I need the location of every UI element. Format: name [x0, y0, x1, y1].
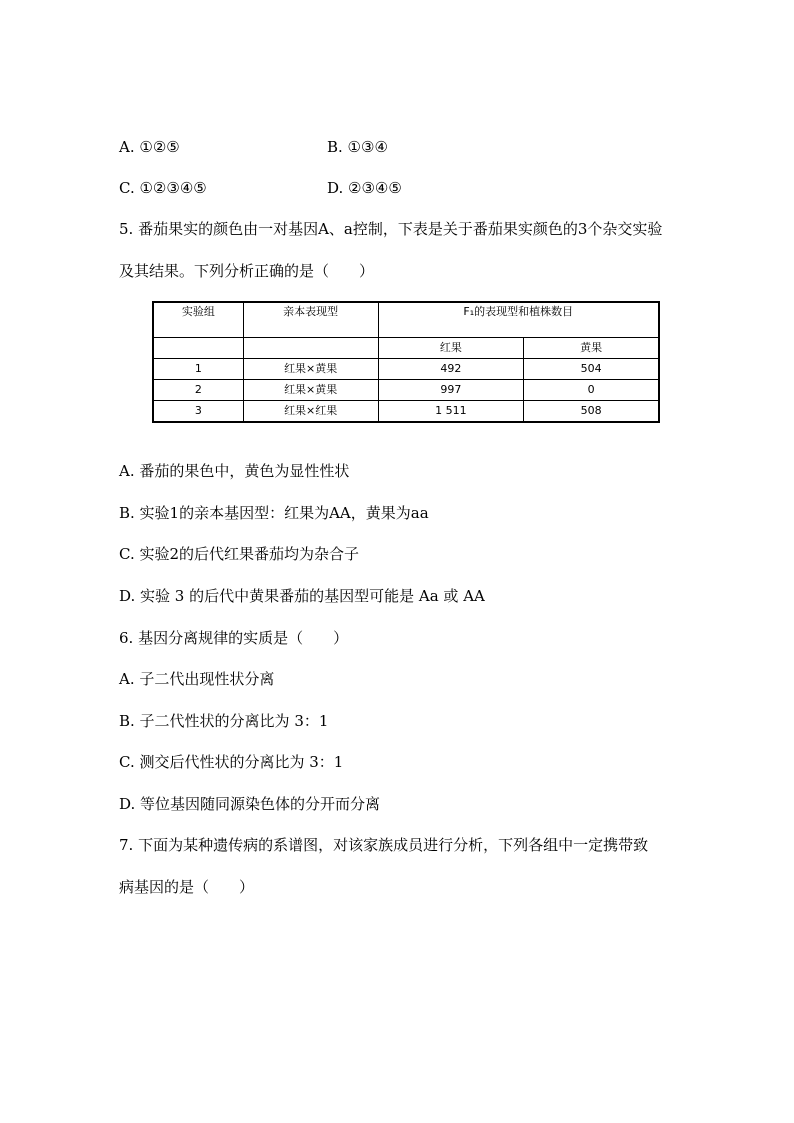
table-subheader-row [153, 338, 659, 359]
header-empty [153, 338, 243, 359]
cell-red: 1 511 [378, 401, 524, 423]
q6-stem: 6. 基因分离规律的实质是（ ） [119, 629, 349, 647]
cell-yellow: 0 [524, 380, 659, 401]
cell-red: 492 [378, 359, 524, 380]
cell-parents: 红果×黄果 [243, 359, 378, 380]
header-f1: F₁的表现型和植株数目 [378, 302, 659, 338]
header-empty [243, 338, 378, 359]
q4-option-b: B. ①③④ [327, 138, 388, 156]
table-row [153, 401, 659, 423]
cell-yellow: 508 [524, 401, 659, 423]
cell-group: 1 [153, 359, 243, 380]
q5-stem-line1: 5. 番茄果实的颜色由一对基因A、a控制，下表是关于番茄果实颜色的3个杂交实验 [119, 220, 663, 238]
q4-option-c: C. ①②③④⑤ [119, 179, 207, 197]
header-parents: 亲本表现型 [243, 302, 378, 338]
q6-option-b: B. 子二代性状的分离比为 3：1 [119, 712, 329, 730]
q5-option-c: C. 实验2的后代红果番茄均为杂合子 [119, 545, 360, 563]
table-row [153, 359, 659, 380]
cell-parents: 红果×红果 [243, 401, 378, 423]
q5-data-table [152, 301, 660, 423]
cell-red: 997 [378, 380, 524, 401]
header-group: 实验组 [153, 302, 243, 338]
header-red: 红果 [378, 338, 524, 359]
q4-option-a: A. ①②⑤ [119, 138, 180, 156]
q7-stem-line1: 7. 下面为某种遗传病的系谱图，对该家族成员进行分析，下列各组中一定携带致 [119, 836, 649, 854]
cell-parents: 红果×黄果 [243, 380, 378, 401]
q5-option-d: D. 实验 3 的后代中黄果番茄的基因型可能是 Aa 或 AA [119, 587, 485, 605]
q5-option-b: B. 实验1的亲本基因型：红果为AA，黄果为aa [119, 504, 429, 522]
q6-option-d: D. 等位基因随同源染色体的分开而分离 [119, 795, 381, 813]
q5-stem-line2: 及其结果。下列分析正确的是（ ） [119, 262, 375, 280]
header-yellow: 黄果 [524, 338, 659, 359]
q6-option-a: A. 子二代出现性状分离 [119, 670, 275, 688]
table-header-row [153, 302, 659, 338]
cell-group: 3 [153, 401, 243, 423]
table-row [153, 380, 659, 401]
q7-stem-line2: 病基因的是（ ） [119, 878, 255, 896]
q4-option-d: D. ②③④⑤ [327, 179, 402, 197]
cell-yellow: 504 [524, 359, 659, 380]
q6-option-c: C. 测交后代性状的分离比为 3：1 [119, 753, 344, 771]
cell-group: 2 [153, 380, 243, 401]
q5-option-a: A. 番茄的果色中，黄色为显性性状 [119, 462, 350, 480]
